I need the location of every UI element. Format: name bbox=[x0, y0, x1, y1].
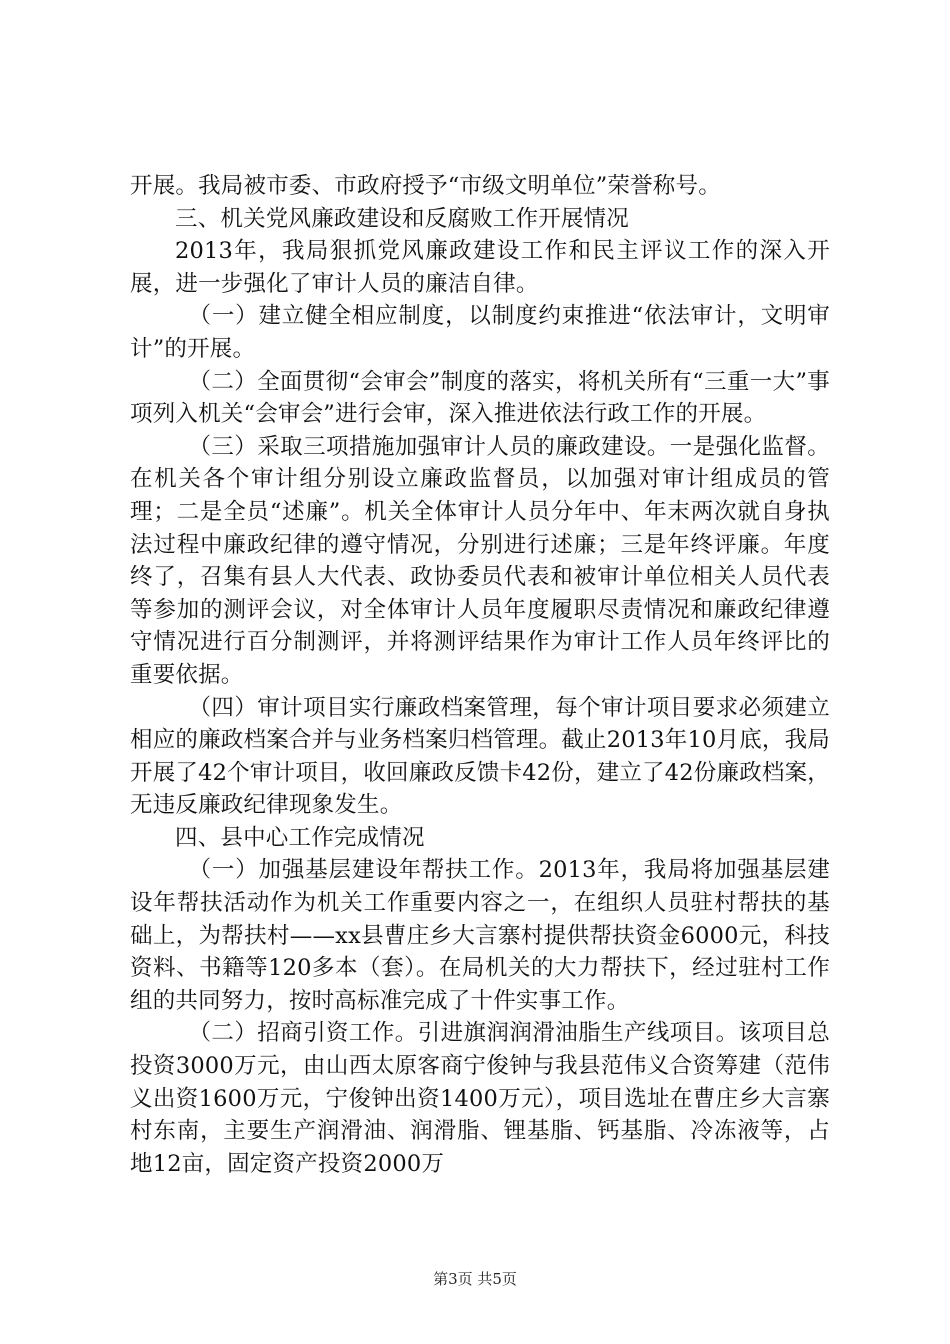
page-number-footer: 第3页 共5页 bbox=[433, 1270, 517, 1288]
paragraph-item-4: （四）审计项目实行廉政档案管理，每个审计项目要求必须建立相应的廉政档案合并与业务档案归档管理。截止2013年10月底，我局开展了42个审计项目，收回廉政反馈卡42份，建立了42份廉政档案，无违反廉政纪律现象发生。 bbox=[130, 694, 830, 819]
document-body bbox=[130, 170, 830, 1180]
paragraph-item-2: （二）全面贯彻“会审会”制度的落实，将机关所有“三重一大”事项列入机关“会审会”进行会审，深入推进依法行政工作的开展。 bbox=[130, 368, 830, 428]
paragraph-continuation: 开展。我局被市委、市政府授予“市级文明单位”荣誉称号。 bbox=[130, 173, 721, 199]
paragraph-intro: 2013年，我局狠抓党风廉政建设工作和民主评议工作的深入开展，进一步强化了审计人员的廉洁自律。 bbox=[130, 238, 830, 297]
paragraph-item-3: （三）采取三项措施加强审计人员的廉政建设。一是强化监督。在机关各个审计组分别设立廉政监督员，以加强对审计组成员的管理；二是全员“述廉”。机关全体审计人员分年中、年末两次就自身执法过程中廉政纪律的遵守情况，分别进行述廉；三是年终评廉。年度终了，召集有县人大代表、政协委员代表和被审计单位相关人员代表等参加的测评会议，对全体审计人员年度履职尽责情况和廉政纪律遵守情况进行百分制测评，并将测评结果作为审计工作人员年终评比的重要依据。 bbox=[130, 433, 830, 688]
paragraph-item-6: （二）招商引资工作。引进旗润润滑油脂生产线项目。该项目总投资3000万元，由山西太原客商宁俊钟与我县范伟义合资筹建（范伟义出资1600万元，宁俊钟出资1400万元），项目选址在曹庄乡大言寨村东南，主要生产润滑油、润滑脂、锂基脂、钙基脂、冷冻液等，占地12亩，固定资产投资2000万 bbox=[130, 1020, 830, 1177]
section-heading-4: 四、县中心工作完成情况 bbox=[175, 824, 425, 851]
section-heading-3: 三、机关党风廉政建设和反腐败工作开展情况 bbox=[175, 205, 630, 232]
paragraph-item-1: （一）建立健全相应制度，以制度约束推进“依法审计，文明审计”的开展。 bbox=[130, 303, 830, 362]
paragraph-item-5: （一）加强基层建设年帮扶工作。2013年，我局将加强基层建设年帮扶活动作为机关工作重要内容之一，在组织人员驻村帮扶的基础上，为帮扶村——xx县曹庄乡大言寨村提供帮扶资金6000元，科技资料、书籍等120多本（套）。在局机关的大力帮扶下，经过驻村工作组的共同努力，按时高标准完成了十件实事工作。 bbox=[130, 857, 830, 1014]
